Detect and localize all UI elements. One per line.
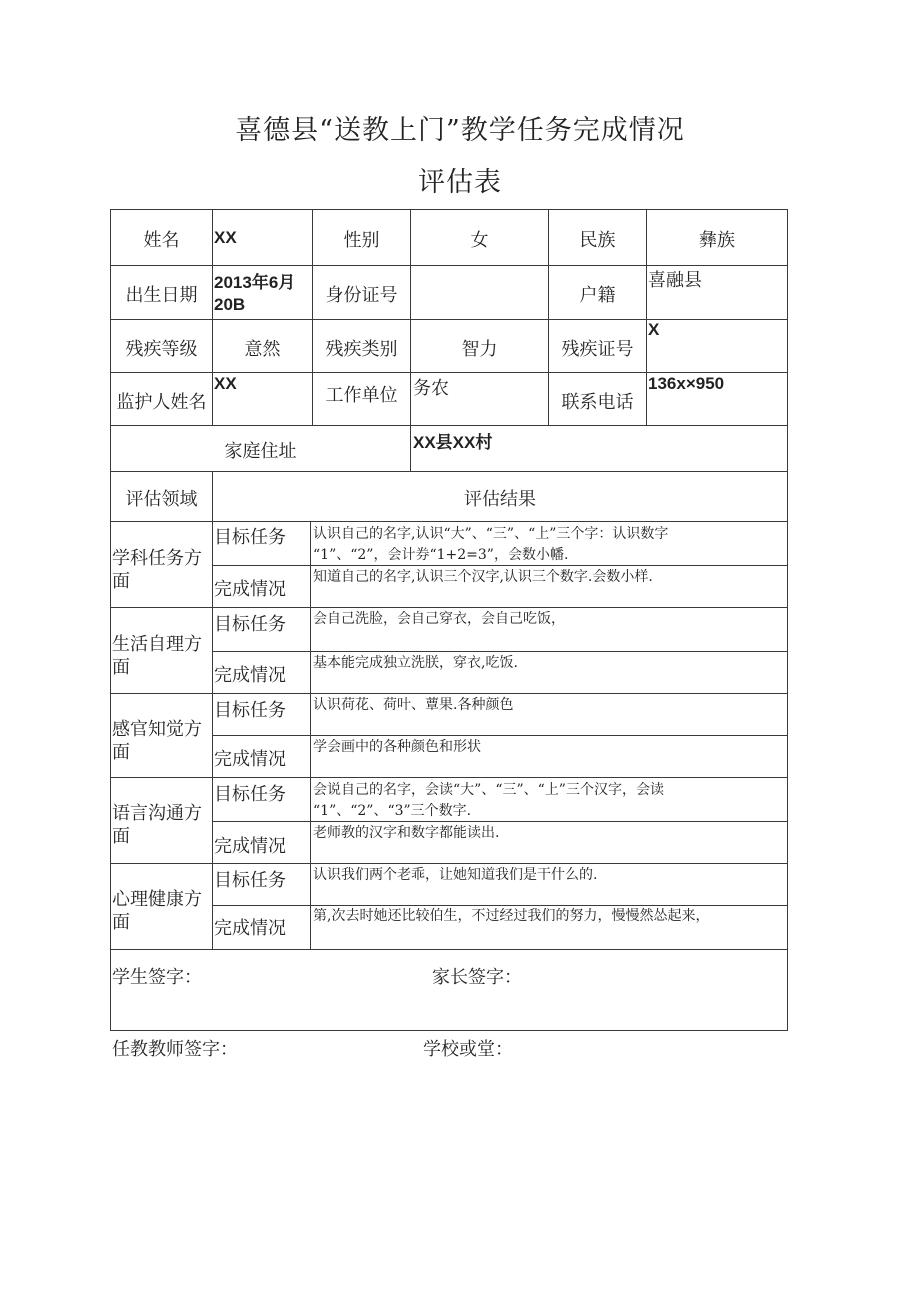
domain-1-target-label: 目标任务 [214,527,286,548]
domain-1-target-l2: “1”、“2”，会计券“1+2=3”，会数小幡. [313,547,569,563]
teacher-signature: 任教教师签字： [112,1039,238,1060]
phone-value: 136x×950 [648,374,725,393]
domain-4-name-l1: 语言沟通方 [112,803,202,824]
name-label: 姓名 [143,230,180,251]
domain-5-done: 第,次去时她还比较伯生，不过经过我们的努力，慢慢然怂起来， [313,908,710,924]
address-value: XX县XX村 [413,433,493,452]
guardian-label: 监护人姓名 [116,392,207,413]
disability-cert-value: X [648,320,660,339]
domain-3-target-label: 目标任务 [214,700,286,721]
birth-value-line1: 2013年6月 [214,273,296,292]
domain-3-target-l1: 认识荷花、荷叶、蕈果.各种颜色 [313,697,514,713]
work-value: 务农 [413,378,449,399]
gender-value: 女 [470,230,489,251]
disability-cert-label: 残疾证号 [561,339,634,360]
domain-3-name-l2: 面 [112,742,130,763]
household-label: 户籍 [579,285,616,306]
household-value: 喜融县 [648,270,702,291]
domain-2-target-label: 目标任务 [214,614,286,635]
domain-2-target-l1: 会自己洗脸，会自己穿衣，会自己吃饭， [313,611,565,627]
domain-2-done: 基本能完成独立洗朕，穿衣,吃饭. [313,655,518,671]
form-title: 喜德县“送教上门”教学任务完成情况 [235,115,685,146]
birth-label: 出生日期 [125,285,198,306]
parent-signature: 家长签字： [432,967,522,988]
domain-5-done-label: 完成情况 [214,918,286,939]
form-subtitle: 评估表 [418,167,502,198]
domain-3-name-l1: 感官知觉方 [112,719,202,740]
domain-5-name-l2: 面 [112,912,130,933]
domain-3-done-label: 完成情况 [214,749,286,770]
domain-2-name-l2: 面 [112,657,130,678]
work-label: 工作单位 [325,385,398,406]
birth-value-line2: 20B [214,295,246,314]
id-label: 身份证号 [325,285,398,306]
domain-1-name-l2: 面 [112,571,130,592]
ethnicity-value: 彝族 [699,230,735,251]
domain-5-target-l1: 认识我们两个老乖，让她知道我们是干什么的. [313,867,598,883]
domain-5-name-l1: 心理健康方 [112,889,202,910]
disability-level-label: 残疾等级 [125,339,198,360]
domain-1-done-label: 完成情况 [214,579,286,600]
disability-type-label: 残疾类别 [325,339,398,360]
school-seal: 学校或堂： [423,1039,513,1060]
domain-4-target-label: 目标任务 [214,784,286,805]
domain-1-done: 知道自己的名字,认识三个汉字,认识三个数字.会数小样. [313,569,653,585]
disability-level-value: 意然 [244,339,281,360]
domain-1-target-l1: 认识自己的名字,认识“大”、“三”、“上”三个字：认识数字 [313,526,669,542]
disability-type-value: 智力 [461,339,498,360]
name-value: XX [214,228,237,247]
eval-result-header: 评估结果 [464,489,536,510]
address-label: 家庭住址 [224,441,297,462]
domain-1-name-l1: 学科任务方 [112,548,202,569]
domain-3-done: 学会画中的各种颜色和形状 [313,739,481,755]
domain-2-name-l1: 生活自理方 [112,634,202,655]
domain-2-done-label: 完成情况 [214,665,286,686]
domain-5-target-label: 目标任务 [214,870,286,891]
domain-4-name-l2: 面 [112,826,130,847]
domain-4-target-l2: “1”、“2”、“3”三个数字. [313,803,472,819]
eval-domain-header: 评估领域 [125,489,198,510]
domain-4-done-label: 完成情况 [214,836,286,857]
phone-label: 联系电话 [561,392,634,413]
ethnicity-label: 民族 [579,230,616,251]
gender-label: 性别 [343,230,380,251]
guardian-value: XX [214,374,237,393]
student-signature: 学生签字： [112,967,202,988]
domain-4-done: 老师教的汉字和数字都能读出. [313,825,500,841]
domain-4-target-l1: 会说自己的名字，会读“大”、“三”、“上”三个汉字，会读 [313,782,664,798]
